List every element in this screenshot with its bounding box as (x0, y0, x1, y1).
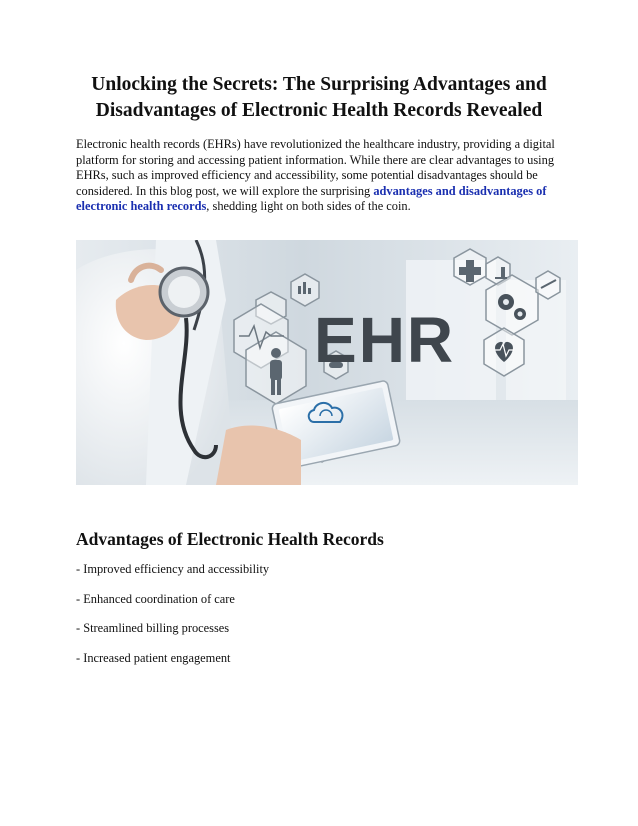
ehr-article-link[interactable]: advantages and disadvantages of electronic health records (76, 183, 547, 214)
list-item: - Increased patient engagement (76, 650, 231, 665)
title-line-2: Disadvantages of Electronic Health Records Revealed (95, 100, 543, 121)
intro-text-end: , shedding light on both sides of the coin. (206, 199, 411, 214)
intro-text: Electronic health records (EHRs) have revolutionized the healthcare industry, providing a digital platform for storing and accessing patient information. While there are clear advantages to using EHRs, such as improved efficiency and accessibility, some potential disadvantages should be considered. In this blog post, we will explore the surprising (76, 137, 555, 198)
title-line-1: Unlocking the Secrets: The Surprising Advantages and (91, 74, 547, 95)
list-item: - Streamlined billing processes (76, 621, 230, 635)
intro-paragraph (76, 137, 566, 215)
ehr-overlay-text: EHR (314, 304, 456, 376)
advantages-list (76, 562, 269, 680)
page-title (60, 72, 578, 124)
list-item: - Enhanced coordination of care (76, 591, 235, 606)
hero-image (76, 240, 578, 485)
advantages-heading: Advantages of Electronic Health Records (76, 529, 384, 549)
list-item: - Improved efficiency and accessibility (76, 562, 270, 576)
